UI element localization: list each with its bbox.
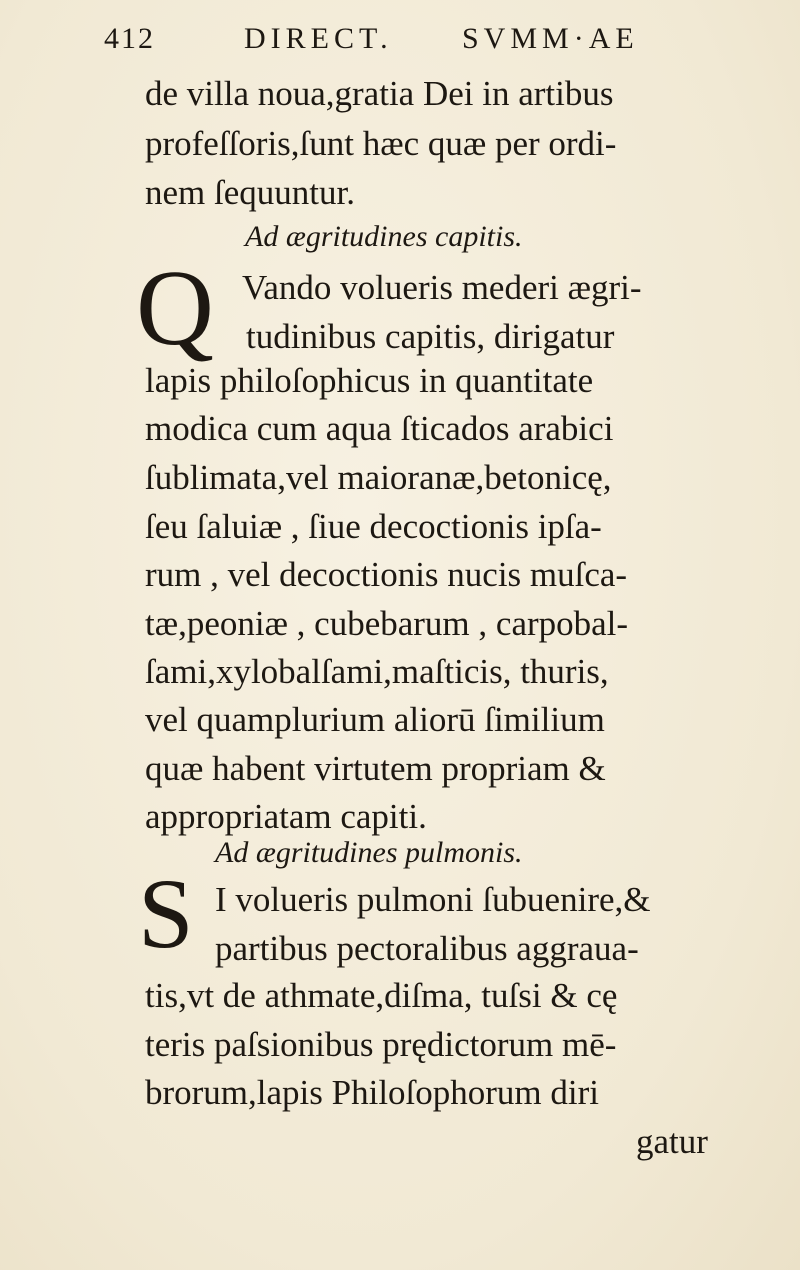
text-line: brorum,lapis Philoſophorum diri [145, 1073, 600, 1112]
text-line: nem ſequuntur. [145, 173, 355, 212]
text-line: rum , vel decoctionis nucis muſca- [145, 555, 628, 594]
text-line: lapis philoſophicus in quantitate [145, 361, 594, 400]
text-line: teris paſsionibus prędictorum mē- [145, 1025, 617, 1064]
drop-capital: S [138, 858, 194, 969]
running-title-left: DIRECT. [244, 22, 393, 55]
running-header [104, 22, 664, 62]
text-line: appropriatam capiti. [145, 797, 427, 836]
text-line: profeſſoris,ſunt hæc quæ per ordi- [145, 124, 617, 163]
text-line: ſeu ſaluiæ , ſiue decoctionis ipſa- [145, 507, 602, 546]
text-line: partibus pectoralibus aggraua- [215, 929, 639, 968]
text-line: ſublimata,vel maioranæ,betonicę, [145, 458, 612, 497]
drop-capital: Q [136, 249, 214, 368]
text-line: tudinibus capitis, dirigatur [246, 317, 615, 356]
text-line: vel quamplurium aliorū ſimilium [145, 700, 605, 739]
text-line: Vando volueris mederi ægri- [242, 268, 642, 307]
catchword: gatur [636, 1122, 708, 1161]
text-line: modica cum aqua ſticados arabici [145, 409, 614, 448]
section-heading: Ad ægritudines capitis. [245, 220, 523, 253]
text-line: ſami,xylobalſami,maſticis, thuris, [145, 652, 609, 691]
section-heading: Ad ægritudines pulmonis. [215, 836, 523, 869]
text-line: I volueris pulmoni ſubuenire,& [215, 880, 651, 919]
text-line: quæ habent virtutem propriam & [145, 749, 606, 788]
page-number: 412 [104, 22, 155, 55]
running-title-right: SVMM·AE [462, 22, 639, 55]
text-line: tæ,peoniæ , cubebarum , carpobal- [145, 604, 629, 643]
text-line: de villa noua,gratia Dei in artibus [145, 74, 614, 113]
text-line: tis,vt de athmate,diſma, tuſsi & cę [145, 976, 618, 1015]
